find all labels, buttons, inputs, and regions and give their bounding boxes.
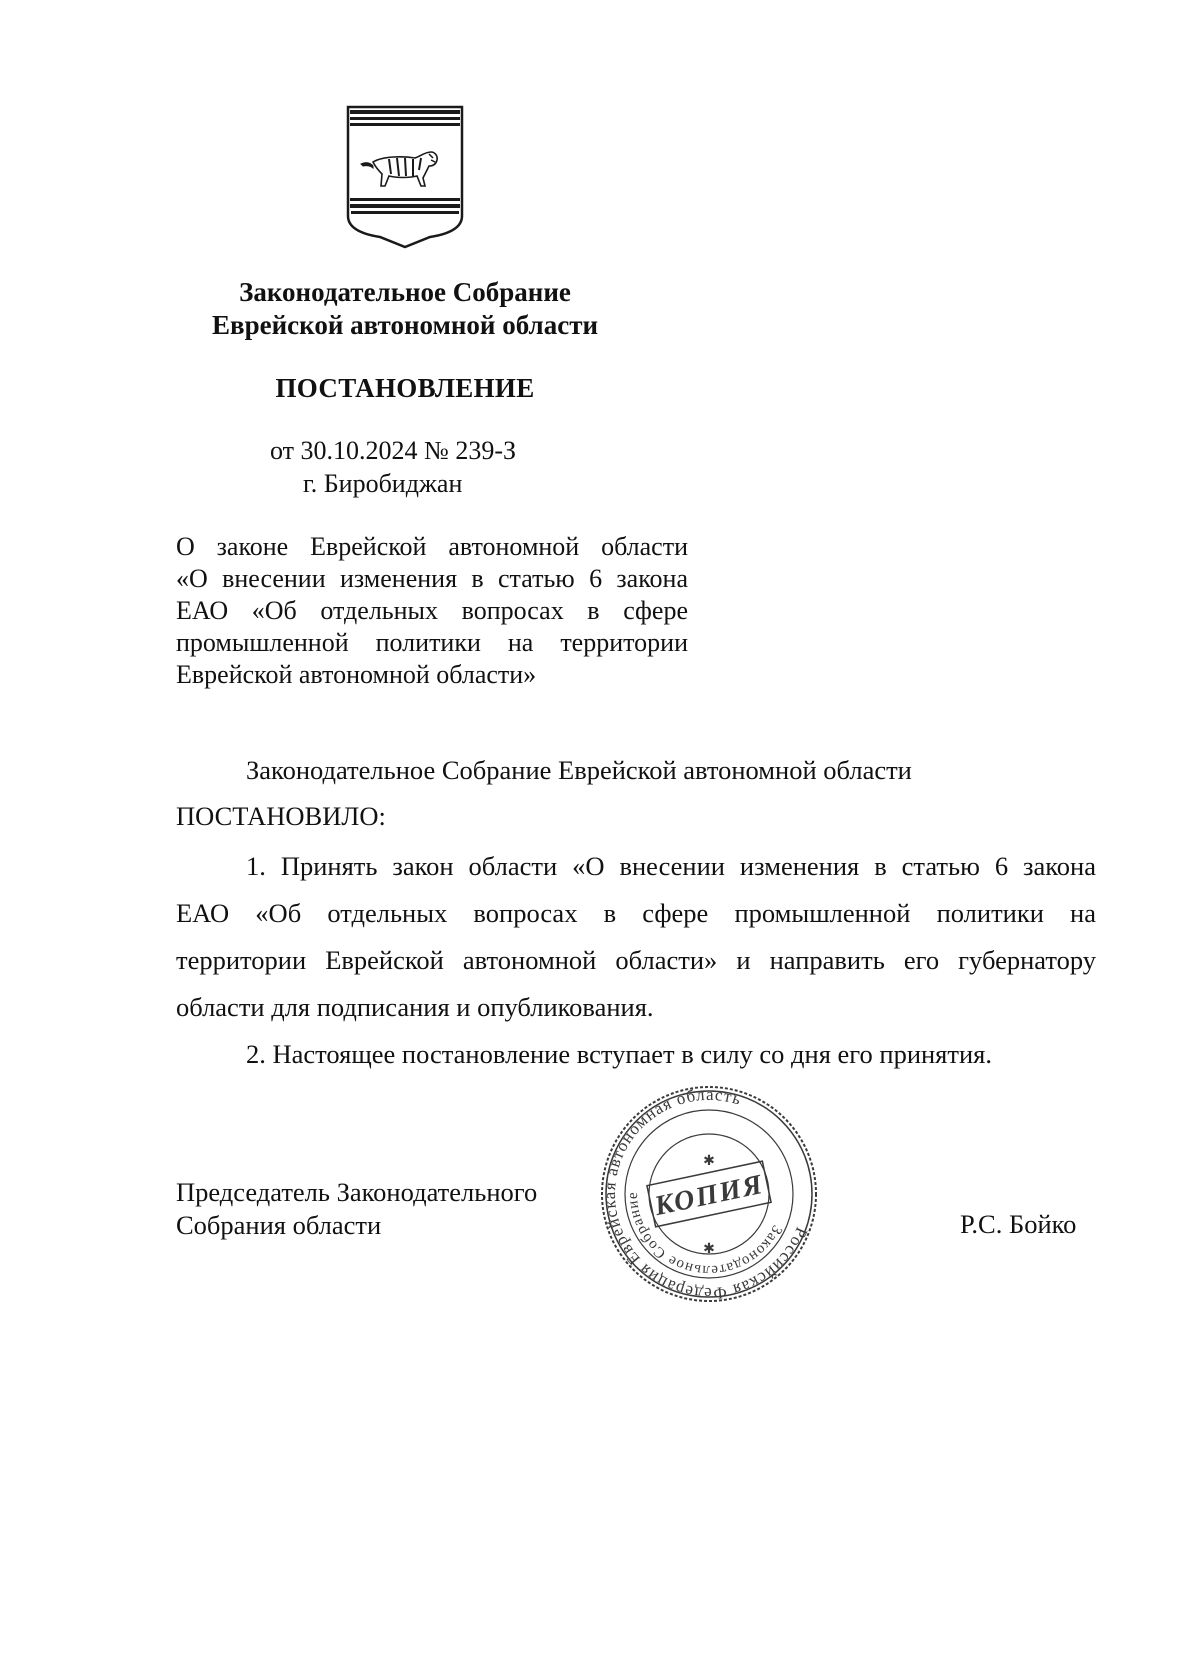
item1-line: 1. Принять закон области «О внесении изменения в статью 6 закона <box>246 851 1096 881</box>
subject-line: Еврейской автономной области» <box>176 660 537 689</box>
item1-line: ЕАО «Об отдельных вопросах в сфере промышленной политики на <box>176 898 1096 928</box>
item1-line: территории Еврейской автономной области» и направить его губернатору <box>176 945 1096 975</box>
document-date-number: от 30.10.2024 № 239-З <box>270 436 517 465</box>
stamp-inner-text: Законодательное Собрание <box>624 1191 785 1279</box>
document-type-title: ПОСТАНОВЛЕНИЕ <box>275 373 535 403</box>
stamp-star-bottom-icon: ✱ <box>703 1241 715 1257</box>
bottom-stripes-icon <box>350 198 460 214</box>
document-city: г. Биробиджан <box>303 469 463 498</box>
official-stamp-seal <box>598 1083 820 1305</box>
subject-line: О законе Еврейской автономной области <box>176 532 688 561</box>
coat-of-arms-emblem <box>345 104 465 250</box>
signatory-position-line2: Собрания области <box>176 1210 382 1240</box>
stamp-star-top-icon: ✱ <box>703 1153 715 1169</box>
stamp-center-text: КОПИЯ <box>651 1168 767 1223</box>
signatory-name: Р.С. Бойко <box>960 1209 1077 1239</box>
organization-name-line1: Законодательное Собрание <box>239 277 571 307</box>
item2-text: 2. Настоящее постановление вступает в силу со дня его принятия. <box>246 1039 992 1069</box>
preamble-text: Законодательное Собрание Еврейской автономной области <box>246 755 912 785</box>
subject-line: ЕАО «Об отдельных вопросах в сфере <box>176 596 688 625</box>
resolved-heading: ПОСТАНОВИЛО: <box>176 801 386 831</box>
top-stripes-icon <box>350 110 460 126</box>
stamp-outer-text: Российская Федерация Еврейская автономная область <box>599 1084 812 1304</box>
subject-line: «О внесении изменения в статью 6 закона <box>176 564 688 593</box>
signatory-position-line1: Председатель Законодательного <box>176 1177 538 1207</box>
item1-line: области для подписания и опубликования. <box>176 992 654 1022</box>
subject-line: промышленной политики на территории <box>176 628 688 657</box>
organization-name-line2: Еврейской автономной области <box>211 310 599 340</box>
